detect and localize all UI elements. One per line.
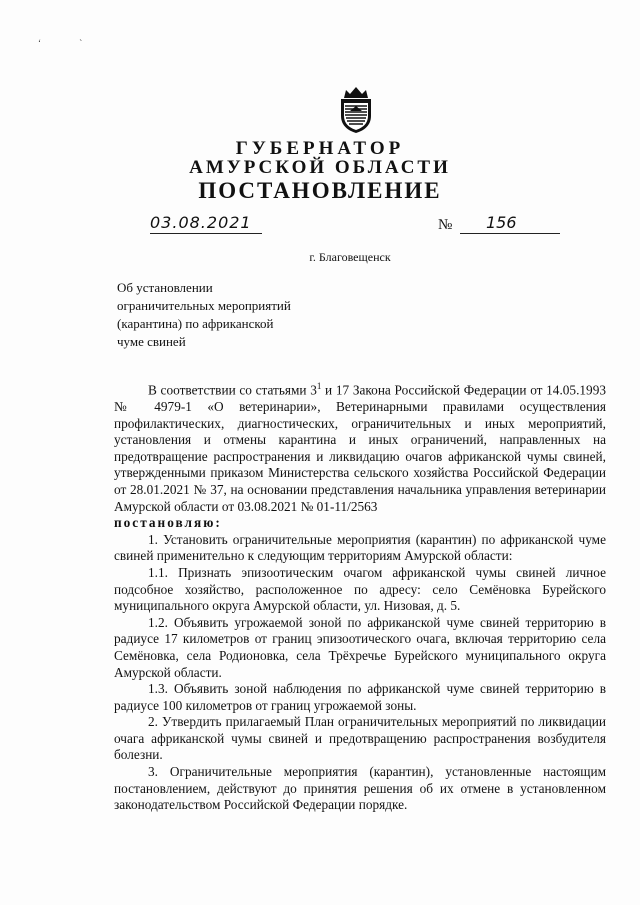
document-number: 156 [460, 213, 560, 234]
header-region: АМУРСКОЙ ОБЛАСТИ [189, 157, 451, 178]
item-2: 2. Утвердить прилагаемый План ограничительных мероприятий по ликвидации очага африканской чумы свиней и предотвращению распространения возбудителя болезни. [114, 714, 606, 763]
subject-line: (карантина) по африканской [117, 316, 274, 331]
subject-line: Об установлении [117, 280, 213, 295]
number-label: № [438, 217, 453, 233]
item-1-3: 1.3. Объявить зоной наблюдения по африканской чуме свиней территорию в радиусе 100 километров от границ угрожаемой зоны. [114, 681, 606, 713]
item-3: 3. Ограничительные мероприятия (карантин), установленные настоящим постановлением, действуют до принятия решения об их отмене в установленном законодательством Российской Федерации порядке. [114, 764, 606, 813]
decree-word: постановляю: [114, 515, 222, 531]
document-subject [117, 279, 291, 351]
item-1: 1. Установить ограничительные мероприятия (карантин) по африканской чуме свиней применительно к следующим территориям Амурской области: [114, 531, 606, 564]
document-city: г. Благовещенск [309, 250, 391, 264]
article-superscript: 1 [316, 381, 322, 391]
header-governor: ГУБЕРНАТОР [235, 138, 405, 159]
item-1-1: 1.1. Признать эпизоотическим очагом африканской чумы свиней личное подсобное хозяйство, расположенное по адресу: село Семёновка Бурейского муниципального округа Амурской области, ул. Низовая, д. 5. [114, 564, 606, 614]
subject-line: чуме свиней [117, 334, 186, 349]
document-type: ПОСТАНОВЛЕНИЕ [198, 178, 442, 203]
amur-region-coat-of-arms-icon [333, 84, 379, 134]
document-body [114, 378, 606, 814]
preamble-text-a: В соответствии со статьями 3 [148, 382, 317, 398]
preamble-paragraph [114, 378, 606, 515]
scan-specks: ‘ ˋ [38, 38, 83, 48]
preamble-text-b: и 17 Закона Российской Федерации от 14.05.1993 № 4979-1 «О ветеринарии», Ветеринарными правилами осуществления профилактических, диагностических, ограничительных и иных мероприятий, установления и отмены карантина и иных ограничений, направленных на предотвращение распространения и ликвидацию очагов африканской чумы свиней, утвержденными приказом Министерства сельского хозяйства Российской Федерации от 28.01.2021 № 37, на основании представления начальника управления ветеринарии Амурской области от 03.08.2021 № 01-11/2563 [114, 382, 606, 514]
item-1-2: 1.2. Объявить угрожаемой зоной по африканской чуме свиней территорию в радиусе 17 километров от границ эпизоотического очага, включая территорию села Семёновка, села Родионовка, села Трёхречье Бурейского муниципального округа Амурской области. [114, 614, 606, 680]
subject-line: ограничительных мероприятий [117, 298, 291, 313]
document-date: 03.08.2021 [150, 213, 262, 234]
